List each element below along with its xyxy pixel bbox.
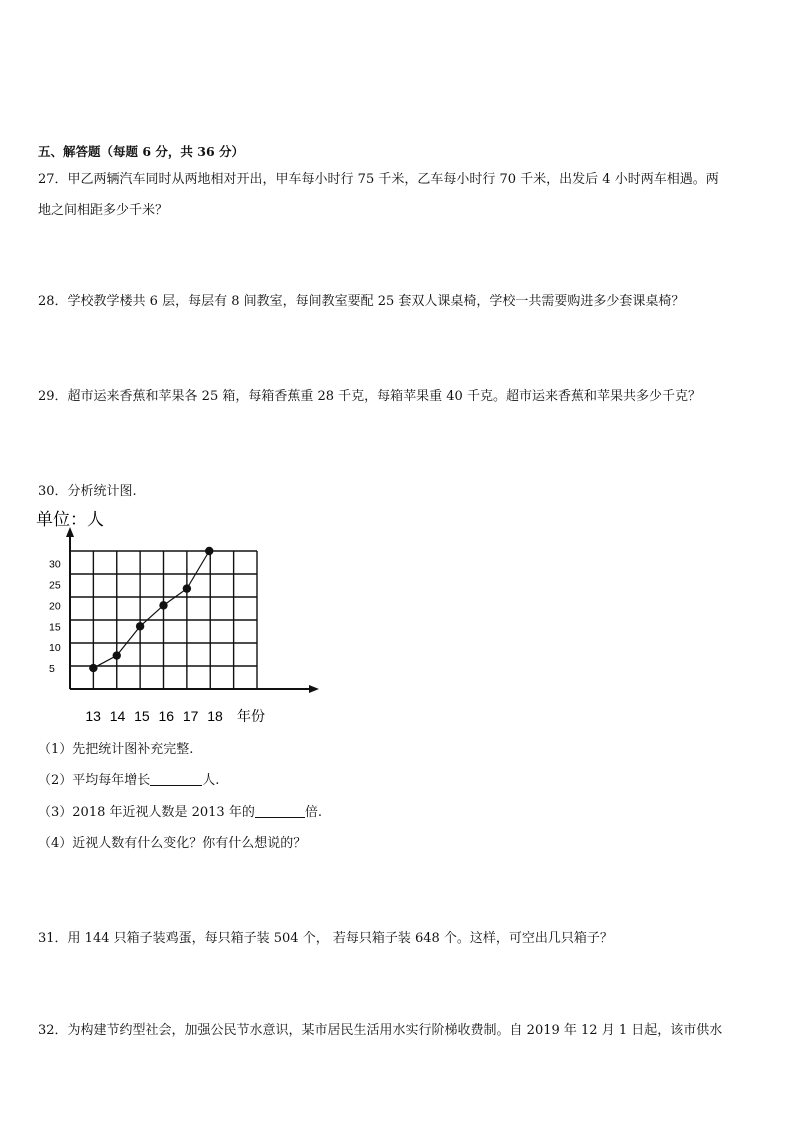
question-30-sub-2-suffix: 人. [202, 773, 220, 788]
y-tick-label: 15 [49, 621, 61, 634]
question-30-sub-2-prefix: （2）平均每年增长 [38, 773, 151, 788]
data-point [136, 622, 144, 630]
x-axis-arrow [309, 685, 319, 693]
x-tick-label: 13 [85, 708, 101, 724]
question-30-sub-4: （4）近视人数有什么变化？你有什么想说的？ [38, 836, 307, 851]
question-30-sub-2 [38, 769, 219, 788]
data-point [159, 601, 167, 609]
data-line [93, 551, 209, 668]
x-tick-label: 15 [134, 708, 150, 724]
data-point [205, 547, 213, 555]
question-28: 28．学校教学楼共 6 层，每层有 8 间教室，每间教室要配 25 套双人课桌椅，学校一共需要购进多少套课桌椅？ [38, 294, 685, 309]
x-tick-label: 17 [182, 708, 199, 724]
question-30-sub-1: （1）先把统计图补充完整. [38, 742, 194, 757]
question-30: 30．分析统计图. [38, 484, 137, 499]
y-tick-label: 20 [49, 600, 61, 613]
question-29: 29．超市运来香蕉和苹果各 25 箱，每箱香蕉重 28 千克，每箱苹果重 40 千克。超市运来香蕉和苹果共多少千克？ [38, 389, 701, 404]
question-31: 31．用 144 只箱子装鸡蛋，每只箱子装 504 个， 若每只箱子装 648 个。这样，可空出几只箱子？ [38, 931, 613, 946]
y-tick-label: 30 [49, 558, 61, 571]
statistics-chart [30, 505, 320, 730]
x-tick-label: 16 [158, 708, 175, 724]
chart-series [89, 547, 213, 672]
chart-axes [66, 527, 319, 693]
question-27-line-1: 27．甲乙两辆汽车同时从两地相对开出，甲车每小时行 75 千米，乙车每小时行 70 千米，出发后 4 小时两车相遇。两 [38, 172, 719, 187]
question-32: 32．为构建节约型社会，加强公民节水意识，某市居民生活用水实行阶梯收费制。自 2019 年 12 月 1 日起，该市供水 [38, 1023, 723, 1038]
answer-blank-2[interactable] [150, 772, 202, 786]
data-point [183, 584, 191, 592]
y-tick-label: 25 [49, 579, 61, 592]
y-tick-label: 10 [49, 642, 61, 655]
answer-blank-3[interactable] [255, 804, 305, 818]
question-30-sub-3-prefix: （3）2018 年近视人数是 2013 年的 [38, 805, 255, 820]
chart-y-label: 单位：人 [36, 510, 104, 529]
question-27-line-2: 地之间相距多少千米？ [38, 203, 169, 218]
data-point [113, 651, 121, 659]
x-tick-label: 18 [207, 708, 223, 724]
question-30-sub-3-suffix: 倍. [304, 805, 322, 820]
chart-x-label: 年份 [237, 708, 265, 724]
section-title: 五、解答题（每题 6 分，共 36 分） [38, 144, 245, 159]
chart-grid [70, 551, 257, 689]
x-tick-label: 14 [109, 708, 126, 724]
chart-ticks [49, 559, 223, 724]
data-point [89, 664, 97, 672]
y-tick-label: 5 [49, 663, 55, 676]
question-30-sub-3 [38, 801, 322, 820]
